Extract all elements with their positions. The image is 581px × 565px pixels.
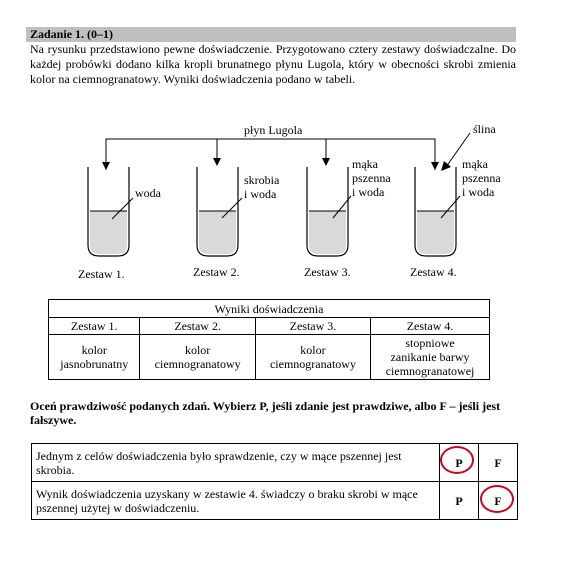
answer-option-label: F — [494, 493, 502, 508]
tube-4-content-line-2: pszenna — [462, 171, 501, 185]
results-value-line: kolor — [184, 343, 211, 357]
tube-2-label: Zestaw 2. — [193, 265, 240, 279]
statement-text: Jednym z celów doświadczenia było sprawdzenie, czy w mące pszennej jest skrobia. — [32, 444, 440, 482]
results-value-line: jasnobrunatny — [60, 357, 129, 371]
results-header-cell: Zestaw 4. — [371, 318, 490, 335]
results-value-line: kolor — [300, 343, 326, 357]
test-tube-1 — [88, 167, 129, 256]
results-header-cell: Zestaw 3. — [255, 318, 370, 335]
tube-1-label: Zestaw 1. — [78, 267, 125, 281]
answer-option-p[interactable] — [440, 444, 479, 482]
statement-row — [32, 482, 518, 520]
saliva-label: ślina — [473, 122, 496, 136]
test-tube-2 — [197, 167, 238, 256]
answer-option-label: P — [455, 455, 463, 470]
tube-2-content-line-2: i woda — [244, 187, 277, 201]
results-title: Wyniki doświadczenia — [49, 300, 490, 318]
results-value-cell — [140, 335, 255, 380]
statements-table — [31, 443, 518, 520]
results-value-cell — [49, 335, 140, 380]
results-value-cell — [371, 335, 490, 380]
answer-circle — [440, 446, 474, 474]
task-header: Zadanie 1. (0–1) — [26, 27, 516, 42]
statement-row — [32, 444, 518, 482]
results-value-line: ciemnogranatowej — [385, 364, 475, 378]
answer-option-label: F — [494, 455, 502, 470]
results-header-cell: Zestaw 2. — [140, 318, 255, 335]
tube-4-content-line-3: i woda — [462, 185, 495, 199]
results-value-line: ciemnogranatowy — [154, 357, 241, 371]
answer-option-label: P — [455, 493, 463, 508]
tube-1-content-line-1: woda — [135, 186, 161, 200]
answer-option-f[interactable] — [479, 482, 518, 520]
test-tube-3 — [307, 167, 348, 256]
reagent-arrows — [102, 158, 439, 170]
results-value-line: kolor — [81, 343, 107, 357]
statement-text: Wynik doświadczenia uzyskany w zestawie 4. świadczy o braku skrobi w mące pszennej użytej w doświadczeniu. — [32, 482, 440, 520]
tube-4-content-line-1: mąka — [462, 157, 488, 171]
tube-3-content-line-1: mąka — [352, 157, 378, 171]
tube-3-content-line-2: pszenna — [352, 171, 391, 185]
instruction-text: Oceń prawdziwość podanych zdań. Wybierz P, jeśli zdanie jest prawdziwe, albo F – jeśli jest fałszywe. — [30, 399, 501, 427]
tube-3-content-line-3: i woda — [352, 185, 385, 199]
tube-4-label: Zestaw 4. — [410, 265, 457, 279]
tube-2-content-line-1: skrobia — [244, 173, 280, 187]
results-value-line: ciemnogranatowy — [269, 357, 356, 371]
results-header-cell: Zestaw 1. — [49, 318, 140, 335]
reagent-label: płyn Lugola — [244, 123, 303, 137]
task-intro: Na rysunku przedstawiono pewne doświadczenie. Przygotowano cztery zestawy doświadczalne. Do każdej probówki dodano kilka kropli brunatnego płynu Lugola, który w obecności skrobi zmienia kolor na ciemnogranatowy. Wyniki doświadczenia podano w tabeli. — [30, 42, 516, 86]
answer-option-p[interactable] — [440, 482, 479, 520]
tube-3-label: Zestaw 3. — [304, 265, 351, 279]
answer-circle — [480, 485, 514, 513]
results-value-cell — [255, 335, 370, 380]
results-value-line: stopniowe — [405, 336, 455, 350]
test-tube-4 — [415, 167, 456, 256]
answer-option-f[interactable] — [479, 444, 518, 482]
results-value-line: zanikanie barwy — [390, 350, 470, 364]
reagent-lines — [106, 139, 435, 170]
results-table — [48, 299, 490, 380]
